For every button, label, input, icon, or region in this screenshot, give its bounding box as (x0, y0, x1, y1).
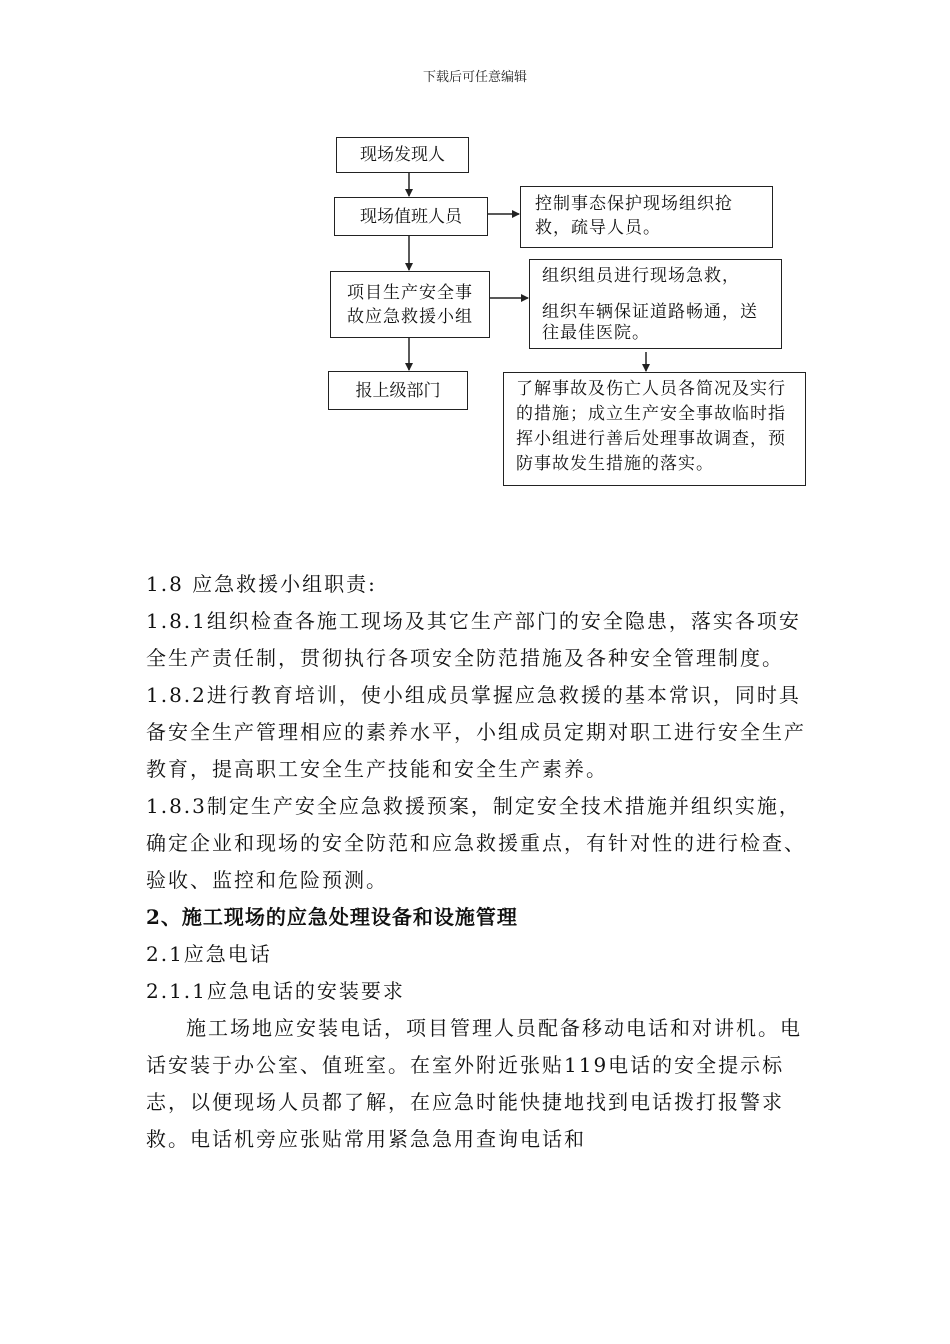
box-rescue-team-label: 项目生产安全事故应急救援小组 (347, 282, 473, 327)
box-duty-staff (334, 197, 488, 236)
section-1-8-2: 1.8.2进行教育培训，使小组成员掌握应急救援的基本常识，同时具备安全生产管理相应的素养水平，小组成员定期对职工进行安全生产教育，提高职工安全生产技能和安全生产素养。 (146, 683, 806, 781)
box-report-superior (328, 371, 468, 410)
box-rescue-team (330, 271, 490, 338)
emergency-flowchart (0, 0, 950, 520)
section-2-heading: 2、施工现场的应急处理设备和设施管理 (146, 905, 518, 929)
box-duty-staff-label: 现场值班人员 (360, 206, 462, 227)
box-organize-rescue-line1: 组织组员进行现场急救， (542, 266, 740, 286)
box-organize-rescue (529, 259, 782, 349)
box-organize-rescue-line2: 组织车辆保证道路畅通，送往最佳医院。 (542, 302, 758, 343)
document-body (146, 566, 808, 1158)
box-control-scene (520, 186, 773, 248)
section-1-8: 1.8 应急救援小组职责: (146, 572, 377, 596)
page-header: 下载后可任意编辑 (422, 70, 527, 85)
box-report-superior-label: 报上级部门 (355, 380, 441, 401)
box-investigate-label: 了解事故及伤亡人员各简况及实行的措施；成立生产安全事故临时指挥小组进行善后处理事故调查，预防事故发生措施的落实。 (516, 379, 786, 474)
box-control-scene-label: 控制事态保护现场组织抢救，疏导人员。 (535, 194, 733, 238)
section-2-1-1: 2.1.1应急电话的安装要求 (146, 979, 405, 1003)
section-1-8-3: 1.8.3制定生产安全应急救援预案，制定安全技术措施并组织实施，确定企业和现场的安全防范和应急救援重点，有针对性的进行检查、验收、监控和危险预测。 (146, 794, 806, 892)
box-investigate (503, 372, 806, 486)
box-discoverer-label: 现场发现人 (360, 145, 445, 165)
flowchart-connectors (0, 0, 950, 520)
section-2-1: 2.1应急电话 (146, 942, 272, 966)
box-discoverer (336, 137, 469, 173)
section-2-1-1-paragraph: 施工场地应安装电话，项目管理人员配备移动电话和对讲机。电话安装于办公室、值班室。在室外附近张贴119电话的安全提示标志，以便现场人员都了解，在应急时能快捷地找到电话拨打报警求救。电话机旁应张贴常用紧急急用查询电话和 (146, 1016, 802, 1151)
section-1-8-1: 1.8.1组织检查各施工现场及其它生产部门的安全隐患，落实各项安全生产责任制，贯彻执行各项安全防范措施及各种安全管理制度。 (146, 609, 801, 670)
